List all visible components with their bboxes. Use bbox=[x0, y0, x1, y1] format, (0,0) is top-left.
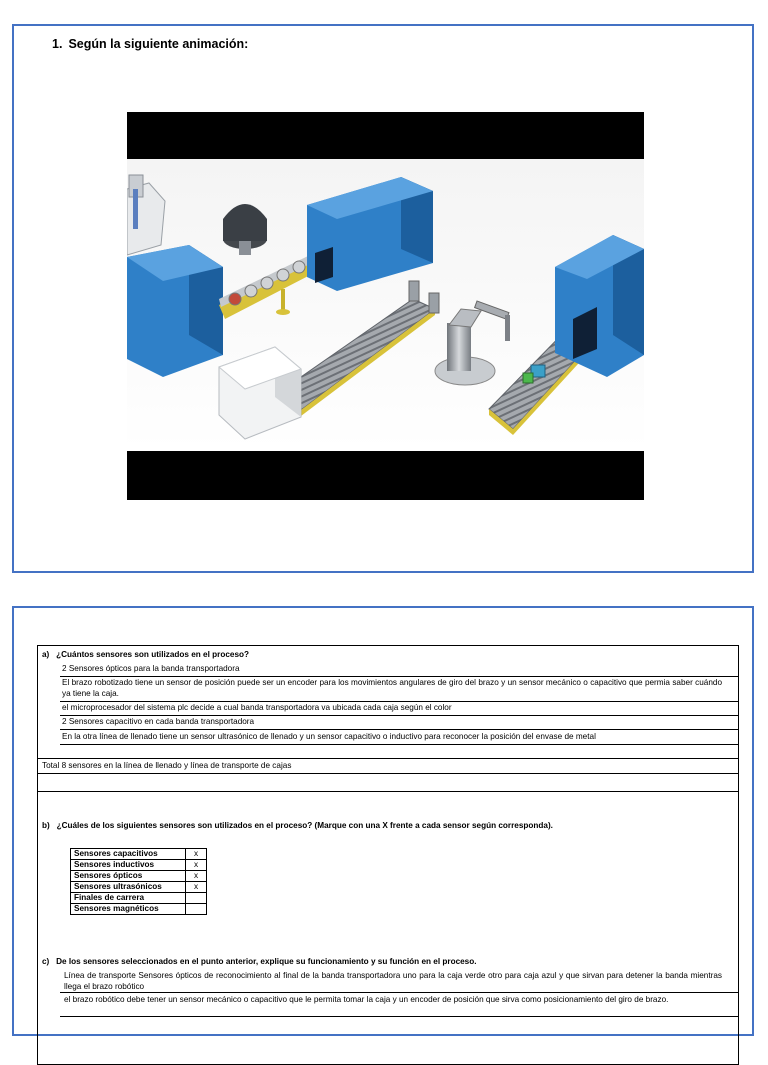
sensor-mark: x bbox=[186, 871, 207, 882]
table-row bbox=[71, 893, 207, 904]
answer-a-5: En la otra línea de llenado tiene un sensor ultrasónico de llenado y un sensor capacitivo o inductivo para reconocer la posición del envase de metal bbox=[62, 732, 596, 741]
rule bbox=[38, 773, 738, 774]
rule bbox=[60, 1016, 738, 1017]
section-c-question: De los sensores seleccionados en el punto anterior, explique su funcionamiento y su función en el proceso. bbox=[56, 957, 477, 966]
sensor-name: Sensores ultrasónicos bbox=[71, 882, 186, 893]
answer-a-total: Total 8 sensores en la línea de llenado y línea de transporte de cajas bbox=[42, 761, 292, 770]
table-row bbox=[71, 871, 207, 882]
answer-a-1: 2 Sensores ópticos para la banda transportadora bbox=[62, 664, 240, 673]
section-a-question: ¿Cuántos sensores son utilizados en el proceso? bbox=[56, 650, 250, 659]
table-row bbox=[71, 849, 207, 860]
left-blue-machine bbox=[127, 245, 223, 377]
answer-c-2: el brazo robótico debe tener un sensor mecánico o capacitivo que le permita tomar la caja y un encoder de posición que sirva como posicionamiento del giro de brazo. bbox=[64, 995, 669, 1004]
answer-frame bbox=[37, 645, 739, 1065]
rule bbox=[60, 729, 738, 730]
sensor-checklist-table bbox=[70, 848, 207, 915]
section-a-heading bbox=[42, 650, 249, 661]
sensor-mark: x bbox=[186, 882, 207, 893]
rule bbox=[60, 992, 738, 993]
factory-animation-illustration bbox=[127, 159, 644, 451]
answer-a-3: el microprocesador del sistema plc decide a cual banda transportadora va ubicada cada caja según el color bbox=[62, 703, 452, 712]
sensor-mark: x bbox=[186, 860, 207, 871]
question-1-heading bbox=[52, 37, 248, 51]
animation-frame bbox=[127, 112, 644, 500]
sensor-mark bbox=[186, 904, 207, 915]
letterbox-bottom bbox=[127, 451, 644, 500]
sensor-name: Finales de carrera bbox=[71, 893, 186, 904]
answer-a-2: El brazo robotizado tiene un sensor de posición puede ser un encoder para los movimientos angulares de giro del brazo y un sensor mecánico o capacitivo que permia saber cuándo ya tiene la caja. bbox=[62, 678, 722, 698]
section-a-label: a) bbox=[42, 650, 50, 659]
section-b-heading bbox=[42, 821, 553, 832]
rule bbox=[60, 715, 738, 716]
section-c-label: c) bbox=[42, 957, 50, 966]
question-number: 1. bbox=[52, 37, 63, 51]
section-b-question: ¿Cuáles de los siguientes sensores son utilizados en el proceso? (Marque con una X frente a cada sensor según corresponda). bbox=[56, 821, 553, 830]
sensor-name: Sensores ópticos bbox=[71, 871, 186, 882]
letterbox-top bbox=[127, 112, 644, 159]
sensor-name: Sensores magnéticos bbox=[71, 904, 186, 915]
section-c-heading bbox=[42, 957, 477, 968]
rule bbox=[38, 791, 738, 792]
table-row bbox=[71, 904, 207, 915]
table-row bbox=[71, 860, 207, 871]
section-b-label: b) bbox=[42, 821, 50, 830]
document-page-2 bbox=[12, 606, 754, 1036]
rule bbox=[60, 744, 738, 745]
rule bbox=[60, 701, 738, 702]
rule bbox=[38, 758, 738, 759]
question-text: Según la siguiente animación: bbox=[68, 37, 249, 51]
sensor-name: Sensores capacitivos bbox=[71, 849, 186, 860]
document-page-1 bbox=[12, 24, 754, 573]
rule bbox=[60, 676, 738, 677]
sensor-mark bbox=[186, 893, 207, 904]
sensor-name: Sensores inductivos bbox=[71, 860, 186, 871]
table-row bbox=[71, 882, 207, 893]
answer-a-4: 2 Sensores capacitivo en cada banda transportadora bbox=[62, 717, 255, 726]
sensor-mark: x bbox=[186, 849, 207, 860]
answer-c-1: Línea de transporte Sensores ópticos de reconocimiento al final de la banda transportadora uno para la caja verde otro para caja azul y que sirvan para detener la banda mientras llega el brazo robótico bbox=[64, 971, 722, 991]
